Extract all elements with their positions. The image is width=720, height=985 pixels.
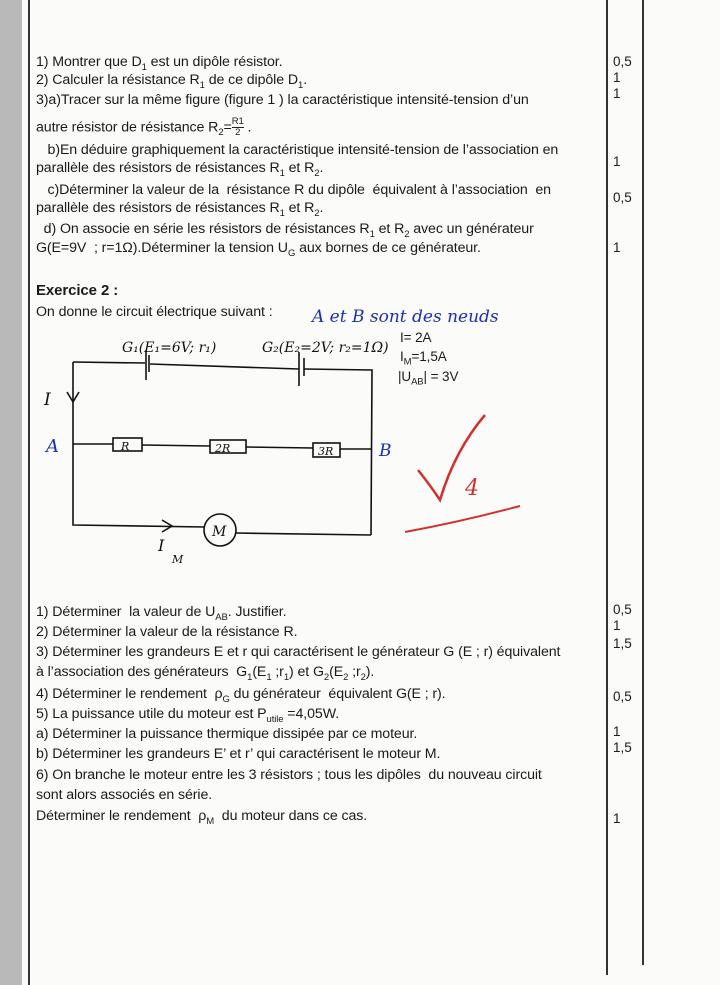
grade-mark: 4 xyxy=(465,476,479,501)
given-current-i: I= 2A xyxy=(400,330,432,345)
text-segment: 1) Montrer que D xyxy=(36,54,142,70)
node-b-label: B xyxy=(379,441,392,461)
text-segment: ). xyxy=(365,664,375,680)
text-sub: AB xyxy=(215,611,228,623)
text-segment: du générateur équivalent G(E ; r). xyxy=(229,686,446,702)
exercise-2-intro: On donne le circuit électrique suivant : xyxy=(36,304,273,320)
text-sub: 1 xyxy=(199,79,205,91)
given-uab-symbol: |U xyxy=(398,369,412,384)
text-num: R1 xyxy=(231,116,244,127)
text-den: 2 xyxy=(235,127,241,138)
text-sub: 1 xyxy=(283,671,289,683)
question-line xyxy=(36,787,212,803)
question-line xyxy=(36,624,297,640)
text-sub: 1 xyxy=(266,671,272,683)
text-segment: . xyxy=(303,72,308,88)
question-line xyxy=(36,644,560,660)
question-line xyxy=(36,604,286,623)
text-segment: et R xyxy=(374,221,405,237)
text-sub: 1 xyxy=(279,167,285,179)
text-sub: G xyxy=(222,693,230,705)
text-segment: ) et G xyxy=(289,664,324,680)
text-segment: b)En déduire graphiquement la caractéristique intensité-tension de l’association en xyxy=(36,142,559,158)
generator-g2-label: G₂(E₂=2V; r₂=1Ω) xyxy=(262,340,389,356)
text-segment: (E xyxy=(252,664,267,680)
text-segment: Déterminer le rendement ρ xyxy=(36,808,207,824)
text-sub: 1 xyxy=(369,228,375,240)
given-uab-subscript: AB xyxy=(411,376,424,388)
score-value: 1 xyxy=(613,86,621,101)
given-current-im xyxy=(400,349,447,368)
node-a-label: A xyxy=(46,436,59,457)
text-segment: G(E=9V ; r=1Ω).Déterminer la tension U xyxy=(36,240,288,256)
text-segment: 2) Calculer la résistance R xyxy=(36,72,200,88)
handwritten-note: A et B sont des neuds xyxy=(312,307,499,327)
text-segment: aux bornes de ce générateur. xyxy=(295,240,481,256)
text-segment: 2) Déterminer la valeur de la résistance R. xyxy=(36,624,298,640)
text-sub: 1 xyxy=(141,61,147,73)
text-sub: 2 xyxy=(323,671,330,683)
text-segment: et R xyxy=(284,160,315,176)
text-segment: (E xyxy=(329,664,344,680)
text-sub: 2 xyxy=(314,167,320,179)
score-value: 1,5 xyxy=(613,740,632,755)
text-sub: 2 xyxy=(404,228,410,240)
text-sub: 2 xyxy=(360,671,366,683)
text-sub: 1 xyxy=(279,207,285,219)
text-segment: et R xyxy=(284,200,315,216)
given-im-symbol: I xyxy=(400,349,404,364)
exercise-2-title: Exercice 2 : xyxy=(36,282,119,299)
text-segment: parallèle des résistors de résistances R xyxy=(36,160,280,176)
text-sub: 2 xyxy=(314,207,320,219)
score-value: 1 xyxy=(613,724,621,739)
text-sub: 1 xyxy=(247,671,253,683)
score-value: 1,5 xyxy=(613,636,632,651)
text-segment: autre résistor de résistance R xyxy=(36,119,219,136)
text-sub: M xyxy=(206,815,215,827)
text-segment: a) Déterminer la puissance thermique dissipée par ce moteur. xyxy=(36,726,418,742)
given-im-subscript: M xyxy=(403,356,412,368)
question-line xyxy=(36,726,417,742)
score-value: 0,5 xyxy=(613,190,632,205)
score-value: 1 xyxy=(613,240,621,255)
text-sub: 1 xyxy=(298,79,304,91)
text-segment: 4) Déterminer le rendement ρ xyxy=(36,686,223,702)
resistor-3r-label: 3R xyxy=(318,445,334,458)
text-segment: . xyxy=(243,119,252,136)
text-segment: 5) La puissance utile du moteur est P xyxy=(36,706,267,722)
generator-g2-symbol xyxy=(299,352,304,386)
question-line xyxy=(36,686,445,705)
red-underline xyxy=(405,506,520,532)
score-value: 1 xyxy=(613,154,621,169)
text-segment: est un dipôle résistor. xyxy=(146,54,283,70)
score-value: 0,5 xyxy=(613,689,632,704)
generator-g1-label: G₁(E₁=6V; r₁) xyxy=(122,340,217,356)
text-segment: 3) Déterminer les grandeurs E et r qui caractérisent le générateur G (E ; r) équivalent xyxy=(36,644,561,660)
text-segment: 6) On branche le moteur entre les 3 résistors ; tous les dipôles du nouveau circuit xyxy=(36,767,542,783)
given-voltage-uab xyxy=(398,369,458,388)
given-uab-value: | = 3V xyxy=(423,369,459,384)
text-segment: c)Déterminer la valeur de la résistance R du dipôle équivalent à l’association en xyxy=(36,182,551,198)
text-segment: parallèle des résistors de résistances R xyxy=(36,200,280,216)
text-segment: d) On associe en série les résistors de résistances R xyxy=(36,221,370,237)
text-segment: de ce dipôle D xyxy=(204,72,299,88)
text-segment: ;r xyxy=(271,664,284,680)
text-segment: sont alors associés en série. xyxy=(36,787,213,803)
text-segment: 1) Déterminer la valeur de U xyxy=(36,604,216,620)
motor-label: M xyxy=(212,524,227,540)
question-line xyxy=(36,706,339,725)
resistor-r-label: R xyxy=(121,440,130,453)
score-value: 1 xyxy=(613,618,621,633)
text-segment: du moteur dans ce cas. xyxy=(214,808,368,824)
score-value: 1 xyxy=(613,811,621,826)
text-segment: . xyxy=(319,200,324,216)
question-line xyxy=(36,664,374,683)
text-sub: G xyxy=(287,247,296,259)
question-line xyxy=(36,746,440,762)
text-segment: =4,05W. xyxy=(283,706,340,722)
text-segment: . xyxy=(319,160,324,176)
score-value: 0,5 xyxy=(613,602,632,617)
given-im-value: =1,5A xyxy=(411,349,447,364)
current-im-subscript: M xyxy=(172,553,184,566)
text-segment: 3)a)Tracer sur la même figure (figure 1 ) la caractéristique intensité-tension d’un xyxy=(36,92,529,108)
text-segment: à l’association des générateurs G xyxy=(36,664,248,680)
text-segment: . Justifier. xyxy=(227,604,287,620)
text-segment: = xyxy=(223,119,232,136)
question-line xyxy=(36,808,367,827)
current-i-label: I xyxy=(44,390,51,410)
text-segment: ;r xyxy=(348,664,361,680)
text-sub: utile xyxy=(266,713,284,725)
score-value: 0,5 xyxy=(613,54,632,69)
text-sub: 2 xyxy=(218,127,224,139)
score-value: 1 xyxy=(613,70,621,85)
current-im-label: I xyxy=(158,536,165,555)
resistor-2r-label: 2R xyxy=(215,442,231,455)
text-segment: b) Déterminer les grandeurs E’ et r’ qui caractérisent le moteur M. xyxy=(36,746,441,762)
text-sub: 2 xyxy=(343,671,349,683)
text-segment: avec un générateur xyxy=(409,221,534,237)
question-line xyxy=(36,767,542,783)
